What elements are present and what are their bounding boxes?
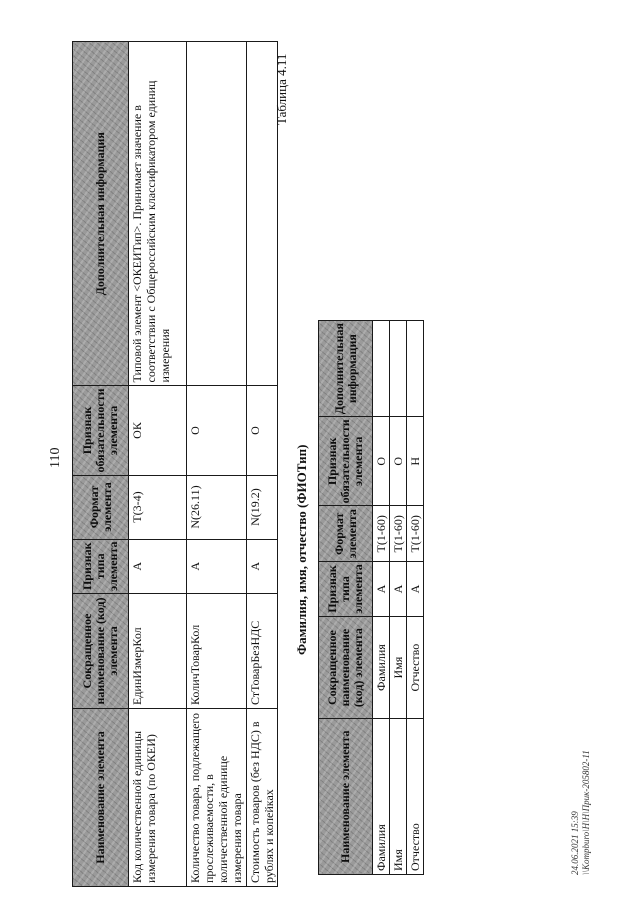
cell-type: А bbox=[407, 562, 424, 616]
header-cell: Наименование элемента bbox=[319, 719, 373, 875]
cell-info: Типовой элемент <ОКЕИТип>. Принимает значение в соответствии с Общероссийским классификатором единиц измерения bbox=[129, 42, 187, 386]
cell-type: А bbox=[247, 539, 278, 593]
table-header-row bbox=[319, 321, 373, 875]
cell-type: А bbox=[390, 562, 407, 616]
cell-required: О bbox=[247, 386, 278, 475]
table-number: Таблица 4.11 bbox=[274, 53, 289, 125]
cell-type: А bbox=[187, 539, 247, 593]
table-row bbox=[407, 321, 424, 875]
header-cell: Признак типа элемента bbox=[319, 562, 373, 616]
footer-date: 24.06.2021 15:39 bbox=[570, 811, 580, 875]
header-cell: Сокращенное наименование (код) элемента bbox=[73, 594, 129, 709]
table-header-row bbox=[73, 42, 129, 887]
cell-required: О bbox=[373, 417, 390, 506]
fio-table-4-11 bbox=[318, 320, 424, 875]
cell-code: Фамилия bbox=[373, 616, 390, 719]
cell-format: N(26.11) bbox=[187, 475, 247, 539]
table-caption: Фамилия, имя, отчество (ФИОТип) bbox=[294, 444, 309, 655]
elements-table-4-10 bbox=[72, 41, 278, 887]
footer-path: \\Kompburo\Н\Н\Прик-205802-11 bbox=[581, 750, 591, 875]
cell-required: О bbox=[187, 386, 247, 475]
cell-info bbox=[373, 321, 390, 417]
table-row bbox=[373, 321, 390, 875]
cell-name: Отчество bbox=[407, 719, 424, 875]
page-number: 110 bbox=[48, 447, 63, 468]
cell-info bbox=[247, 42, 278, 386]
header-cell: Сокращенное наименование (код) элемента bbox=[319, 616, 373, 719]
table-row bbox=[390, 321, 407, 875]
table-row bbox=[129, 42, 187, 887]
cell-required: ОК bbox=[129, 386, 187, 475]
cell-code: Имя bbox=[390, 616, 407, 719]
cell-name: Фамилия bbox=[373, 719, 390, 875]
cell-format: T(1-60) bbox=[373, 506, 390, 562]
header-cell: Наименование элемента bbox=[73, 709, 129, 887]
cell-name: Стоимость товаров (без НДС) в рублях и копейках bbox=[247, 709, 278, 887]
table-row bbox=[247, 42, 278, 887]
cell-format: T(3-4) bbox=[129, 475, 187, 539]
header-cell: Признак обязательности элемента bbox=[73, 386, 129, 475]
cell-code: ЕдинИзмерКол bbox=[129, 594, 187, 709]
header-cell: Формат элемента bbox=[73, 475, 129, 539]
cell-format: N(19.2) bbox=[247, 475, 278, 539]
cell-info bbox=[407, 321, 424, 417]
table-row bbox=[187, 42, 247, 887]
cell-required: Н bbox=[407, 417, 424, 506]
cell-name: Код количественной единицы измерения товара (по ОКЕИ) bbox=[129, 709, 187, 887]
header-cell: Формат элемента bbox=[319, 506, 373, 562]
cell-info bbox=[187, 42, 247, 386]
cell-info bbox=[390, 321, 407, 417]
cell-format: T(1-60) bbox=[390, 506, 407, 562]
cell-code: Отчество bbox=[407, 616, 424, 719]
cell-code: КоличТоварКол bbox=[187, 594, 247, 709]
cell-required: О bbox=[390, 417, 407, 506]
cell-name: Имя bbox=[390, 719, 407, 875]
cell-type: А bbox=[129, 539, 187, 593]
header-cell: Признак обязательности элемента bbox=[319, 417, 373, 506]
cell-code: СтТоварБезНДС bbox=[247, 594, 278, 709]
header-cell: Дополнительная информация bbox=[319, 321, 373, 417]
cell-name: Количество товара, подлежащего прослеживаемости, в количественной единице измерения товара bbox=[187, 709, 247, 887]
print-footer bbox=[570, 750, 592, 875]
header-cell: Дополнительная информация bbox=[73, 42, 129, 386]
cell-format: T(1-60) bbox=[407, 506, 424, 562]
cell-type: А bbox=[373, 562, 390, 616]
header-cell: Признак типа элемента bbox=[73, 539, 129, 593]
